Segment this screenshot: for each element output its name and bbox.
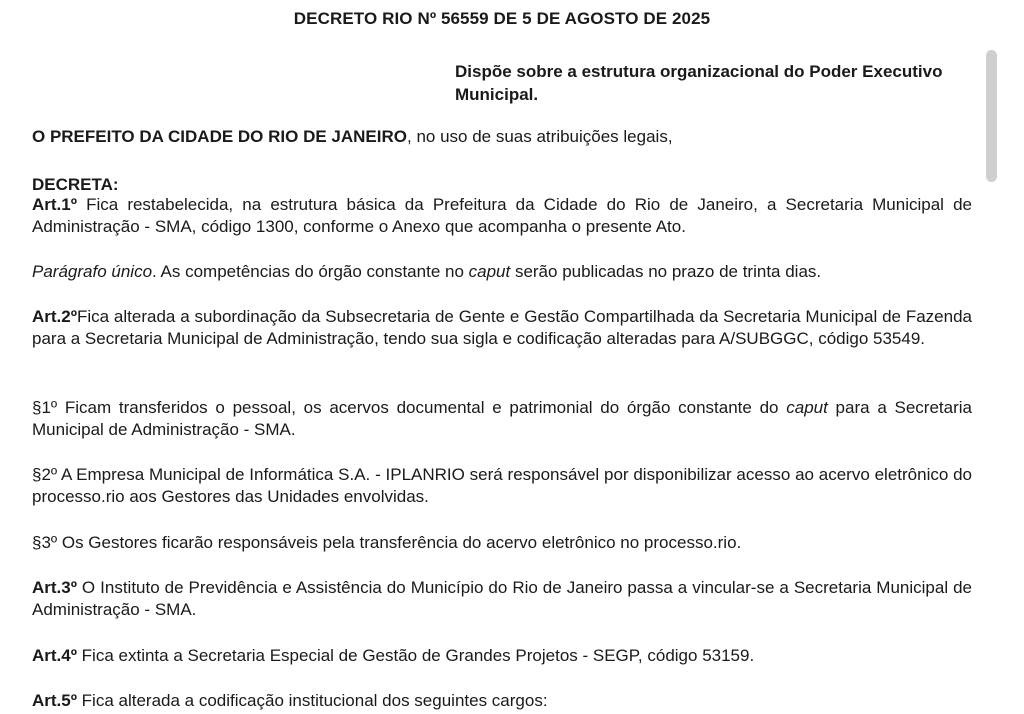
preamble [32,126,972,148]
vertical-scrollbar-thumb[interactable] [986,50,997,182]
paragraph-1-caput: caput [786,398,828,417]
article-4-label: Art.4º [32,646,77,665]
article-5-label: Art.5º [32,691,77,710]
article-3-label: Art.3º [32,578,77,597]
article-4 [32,645,972,667]
article-1-text: Fica restabelecida, na estrutura básica da Prefeitura da Cidade do Rio de Janeiro, a Secretaria Municipal de Administração - SMA, código 1300, conforme o Anexo que acompanha o presente Ato. [32,195,972,236]
article-4-text: Fica extinta a Secretaria Especial de Gestão de Grandes Projetos - SEGP, código 53159. [76,646,755,665]
decree-title: DECRETO RIO Nº 56559 DE 5 DE AGOSTO DE 2025 [293,9,711,28]
article-2-paragraph-3 [32,532,972,554]
article-5-text: Fica alterada a codificação institucional dos seguintes cargos: [76,691,548,710]
article-1-label: Art.1º [32,195,77,214]
paragrafo-unico-text-after: serão publicadas no prazo de trinta dias. [510,262,822,281]
article-2-text: Fica alterada a subordinação da Subsecretaria de Gente e Gestão Compartilhada da Secretaria Municipal de Fazenda para a Secretaria Municipal de Administração, tendo sua sigla e codificação alteradas para A/SUBGGC, código 53549. [32,307,972,348]
article-2-paragraph-1 [32,397,972,441]
article-5 [32,690,972,712]
preamble-authority: O PREFEITO DA CIDADE DO RIO DE JANEIRO [32,127,407,146]
article-3 [32,577,972,621]
paragraph-2-text: §2º A Empresa Municipal de Informática S.A. - IPLANRIO será responsável por disponibilizar acesso ao acervo eletrônico do processo.rio aos Gestores das Unidades envolvidas. [32,465,972,506]
paragrafo-unico [32,261,972,283]
article-2-label: Art.2º [32,307,77,326]
decreta-heading [32,174,972,196]
paragrafo-unico-label: Parágrafo único [32,262,153,281]
paragraph-3-text: §3º Os Gestores ficarão responsáveis pela transferência do acervo eletrônico no processo.rio. [32,533,742,552]
article-1 [32,194,972,238]
article-2 [32,306,972,350]
paragraph-1-text-before: §1º Ficam transferidos o pessoal, os acervos documental e patrimonial do órgão constante do [32,398,787,417]
paragraph-1-text-after: para a Secretaria Municipal de Administração - SMA. [32,398,972,439]
article-2-paragraph-2 [32,464,972,508]
paragrafo-unico-caput: caput [468,262,511,281]
decreta-label: DECRETA: [32,175,119,194]
paragrafo-unico-text-before: . As competências do órgão constante no [152,262,469,281]
preamble-text: , no uso de suas atribuições legais, [407,127,673,146]
decree-ementa: Dispõe sobre a estrutura organizacional do Poder Executivo Municipal. [455,62,943,104]
article-3-text: O Instituto de Previdência e Assistência do Município do Rio de Janeiro passa a vincular-se a Secretaria Municipal de Administração - SMA. [32,578,972,619]
